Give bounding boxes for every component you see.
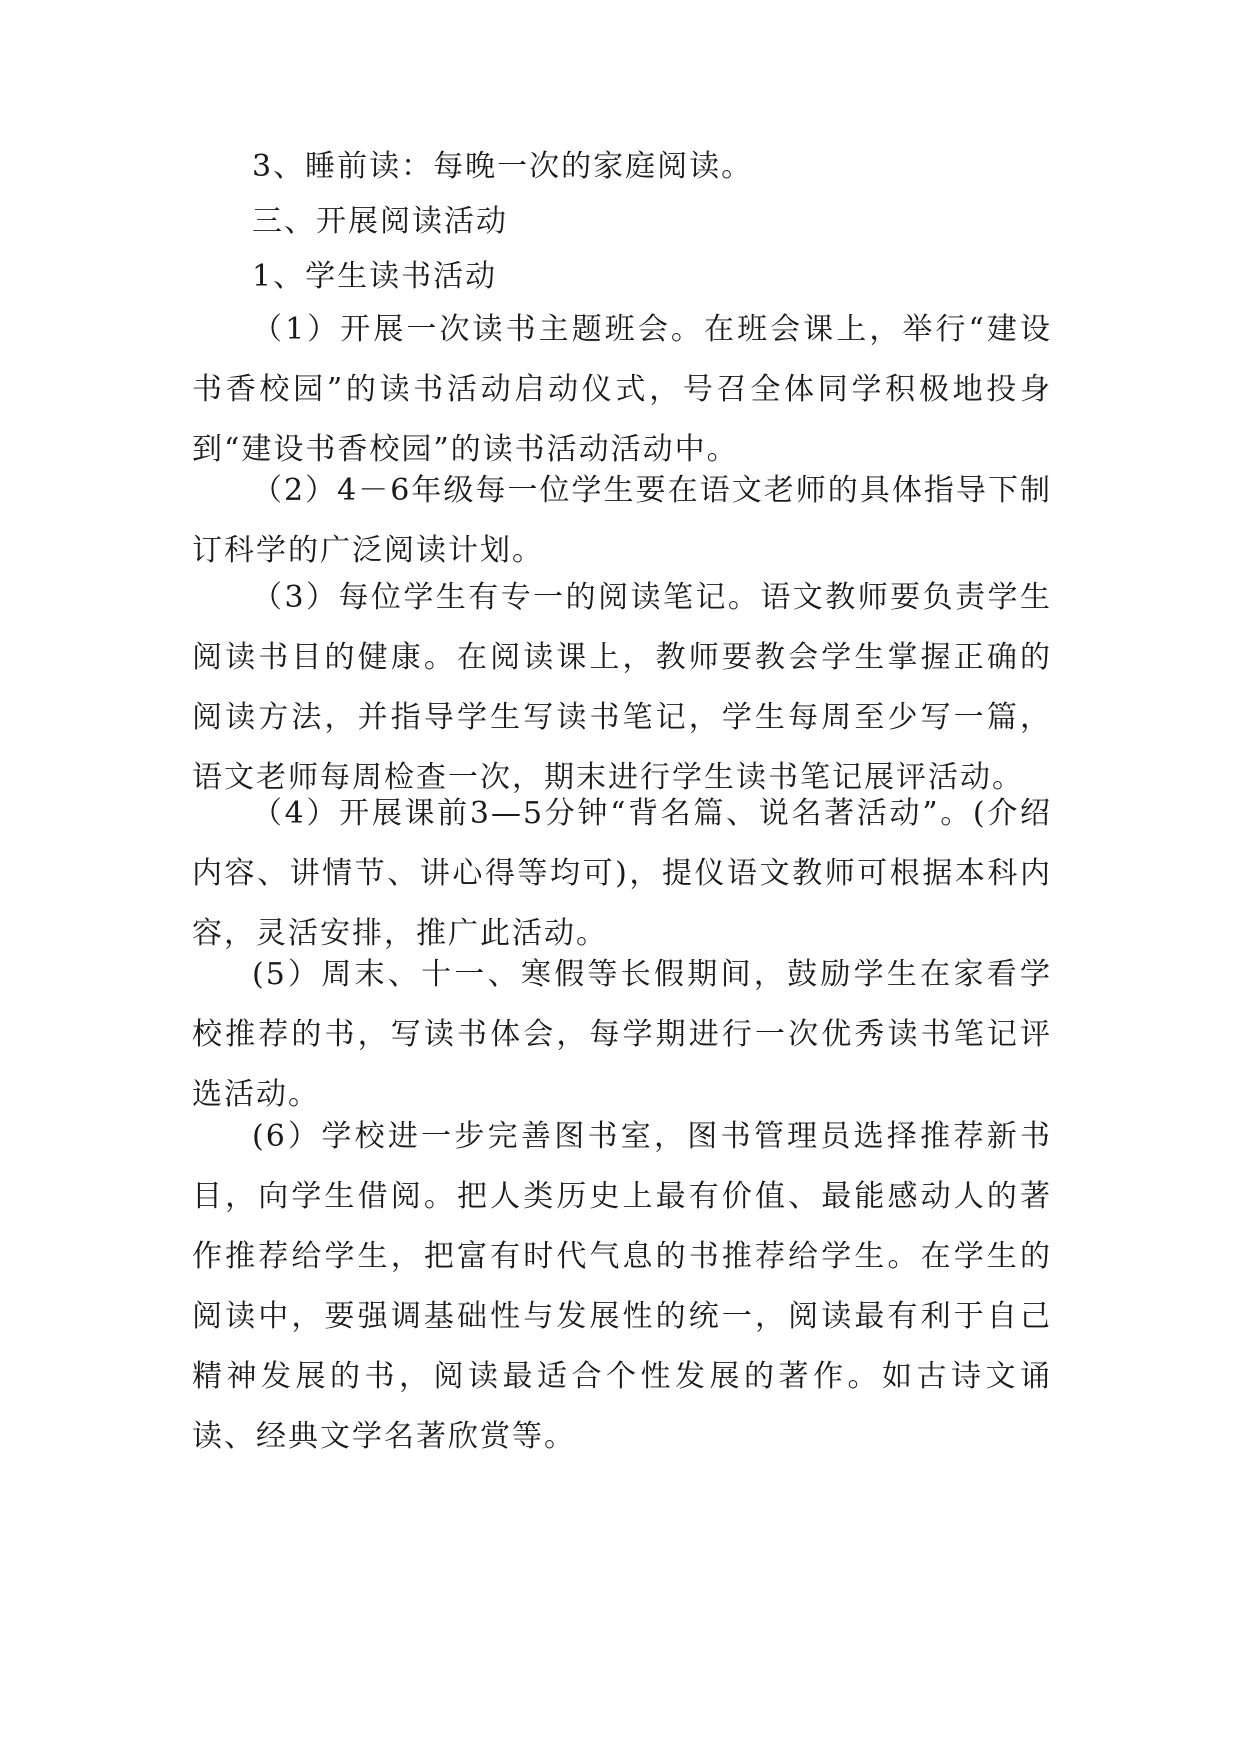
- paragraph-item-1: （1）开展一次读书主题班会。在班会课上，举行“建设书香校园”的读书活动启动仪式，号召全体同学积极地投身到“建设书香校园”的读书活动活动中。: [192, 312, 1052, 467]
- section-heading-reading-activities: 三、开展阅读活动: [252, 204, 508, 239]
- paragraph-item-2: （2）4－6年级每一位学生要在语文老师的具体指导下制订科学的广泛阅读计划。: [192, 473, 1052, 568]
- paragraph-item-4: （4）开展课前3—5分钟“背名篇、说名著活动”。(介绍内容、讲情节、讲心得等均可)，提仪语文教师可根据本科内容，灵活安排，推广此活动。: [192, 796, 1052, 951]
- paragraph-bedtime-reading: 3、睡前读：每晚一次的家庭阅读。: [252, 149, 754, 184]
- paragraph-item-6: (6）学校进一步完善图书室，图书管理员选择推荐新书目，向学生借阅。把人类历史上最有价值、最能感动人的著作推荐给学生，把富有时代气息的书推荐给学生。在学生的阅读中，要强调基础性与发展性的统一，阅读最有利于自己精神发展的书，阅读最适合个性发展的著作。如古诗文诵读、经典文学名著欣赏等。: [192, 1119, 1052, 1454]
- paragraph-item-3: （3）每位学生有专一的阅读笔记。语文教师要负责学生阅读书目的健康。在阅读课上，教师要教会学生掌握正确的阅读方法，并指导学生写读书笔记，学生每周至少写一篇，语文老师每周检查一次，期末进行学生读书笔记展评活动。: [192, 580, 1052, 795]
- paragraph-item-5: (5）周末、十一、寒假等长假期间，鼓励学生在家看学校推荐的书，写读书体会，每学期进行一次优秀读书笔记评选活动。: [192, 957, 1052, 1112]
- subheading-student-reading: 1、学生读书活动: [252, 259, 498, 294]
